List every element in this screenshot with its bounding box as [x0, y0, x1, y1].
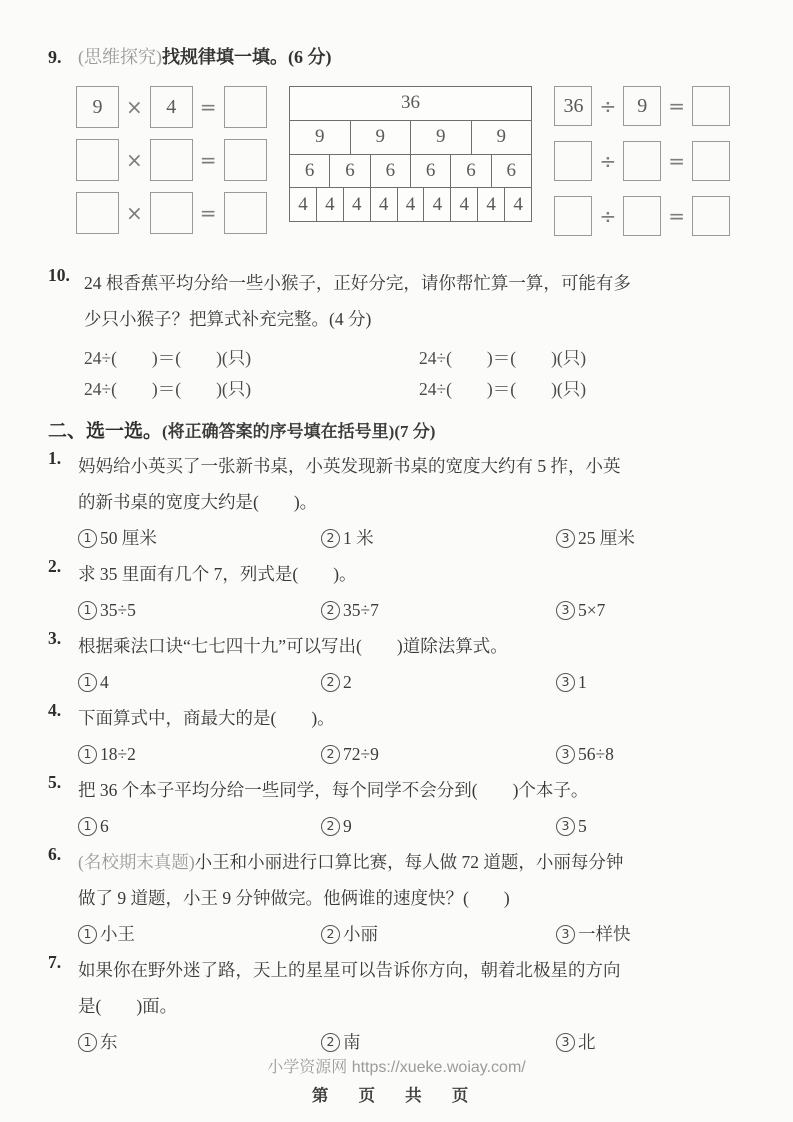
option-1[interactable]: 1 18÷2 [78, 736, 321, 772]
question-text: 少只小猴子？把算式补充完整。(4 分) [84, 309, 372, 329]
circled-number-icon: 2 [321, 601, 340, 620]
circled-number-icon: 3 [556, 529, 575, 548]
question-title: 找规律填一填。(6 分) [162, 47, 332, 67]
question-text: 把 36 个本子平均分给一些同学，每个同学不会分到( )个本子。 [78, 780, 589, 800]
option-2[interactable]: 2 1 米 [321, 520, 556, 556]
options-row [78, 916, 748, 952]
question-text: 下面算式中，商最大的是( )。 [78, 708, 335, 728]
option-2[interactable]: 2 35÷7 [321, 592, 556, 628]
circled-number-icon: 1 [78, 1033, 97, 1052]
bar-cell: 4 [298, 193, 308, 215]
bar-cell: 6 [491, 155, 531, 188]
option-2[interactable]: 2 南 [321, 1024, 556, 1060]
circled-number-icon: 2 [321, 529, 340, 548]
answer-box[interactable] [224, 192, 267, 234]
divide-icon: ÷ [599, 94, 617, 118]
multiply-icon: × [126, 201, 143, 225]
circled-number-icon: 1 [78, 601, 97, 620]
question-7 [48, 952, 748, 1060]
question-text: 根据乘法口诀“七七四十九”可以写出( )道除法算式。 [78, 636, 508, 656]
option-2[interactable]: 2 9 [321, 808, 556, 844]
division-row [554, 141, 730, 181]
bar-cell: 9 [350, 121, 411, 154]
question-5 [48, 772, 748, 844]
circled-number-icon: 1 [78, 673, 97, 692]
question-number: 7. [48, 952, 62, 972]
question-2 [48, 556, 748, 628]
bar-cell: 4 [477, 188, 504, 221]
question-text: 如果你在野外迷了路，天上的星星可以告诉你方向，朝着北极星的方向 [78, 960, 621, 980]
fill-equation-grid [84, 343, 748, 405]
options-row [78, 736, 748, 772]
page-footer [0, 1054, 793, 1106]
section-subtitle: (将正确答案的序号填在括号里)(7 分) [162, 422, 436, 441]
option-2[interactable]: 2 72÷9 [321, 736, 556, 772]
multiplication-row [76, 192, 267, 234]
answer-box[interactable] [692, 86, 730, 126]
multiply-icon: × [126, 148, 143, 172]
equals-icon: = [668, 94, 685, 118]
bar-model-table [289, 86, 532, 222]
question-text: 做了 9 道题，小王 9 分钟做完。他俩谁的速度快？( ) [78, 888, 510, 908]
bar-cell: 6 [304, 159, 315, 181]
question-text: 的新书桌的宽度大约是( )。 [78, 492, 318, 512]
circled-number-icon: 2 [321, 817, 340, 836]
bar-cell: 6 [370, 155, 410, 188]
bar-cell: 4 [370, 188, 397, 221]
answer-box[interactable] [692, 141, 730, 181]
bar-cell: 6 [410, 155, 450, 188]
answer-box[interactable] [224, 139, 267, 181]
bar-row-sixes [290, 154, 531, 188]
option-3[interactable]: 3 1 [556, 664, 748, 700]
equals-icon: = [199, 148, 217, 172]
equals-icon: = [668, 204, 685, 228]
operand-box: 9 [623, 86, 661, 126]
bar-cell: 4 [504, 188, 531, 221]
question-number: 1. [48, 448, 62, 468]
equals-icon: = [668, 149, 685, 173]
circled-number-icon: 1 [78, 817, 97, 836]
option-1[interactable]: 1 东 [78, 1024, 321, 1060]
options-row [78, 592, 748, 628]
divide-icon: ÷ [599, 149, 617, 173]
section-2-header [48, 417, 748, 448]
question-number: 9. [48, 47, 62, 67]
option-3[interactable]: 3 5×7 [556, 592, 748, 628]
options-row [78, 520, 748, 556]
options-row [78, 664, 748, 700]
circled-number-icon: 1 [78, 745, 97, 764]
circled-number-icon: 2 [321, 1033, 340, 1052]
question-4 [48, 700, 748, 772]
circled-number-icon: 2 [321, 673, 340, 692]
question-text: 妈妈给小英买了一张新书桌，小英发现新书桌的宽度大约有 5 拃，小英 [78, 456, 621, 476]
option-1[interactable]: 1 35÷5 [78, 592, 321, 628]
circled-number-icon: 3 [556, 925, 575, 944]
fill-equation[interactable]: 24÷( )＝( )(只) [84, 379, 252, 399]
answer-box[interactable] [692, 196, 730, 236]
question-number: 10. [48, 265, 70, 285]
multiplication-row [76, 139, 267, 181]
circled-number-icon: 1 [78, 529, 97, 548]
circled-number-icon: 2 [321, 745, 340, 764]
bar-row-fours [290, 187, 531, 221]
option-3[interactable]: 3 一样快 [556, 916, 748, 952]
question-text: 24 根香蕉平均分给一些小猴子，正好分完，请你帮忙算一算，可能有多 [84, 273, 631, 293]
question-number: 3. [48, 628, 62, 648]
operand-box: 36 [554, 86, 592, 126]
question-1 [48, 448, 748, 556]
answer-box[interactable] [623, 196, 661, 236]
question-number: 2. [48, 556, 62, 576]
option-3[interactable]: 3 5 [556, 808, 748, 844]
pattern-diagram [76, 86, 730, 251]
answer-box[interactable] [150, 192, 193, 234]
bar-cell: 4 [316, 188, 343, 221]
option-3[interactable]: 3 56÷8 [556, 736, 748, 772]
division-column [554, 86, 730, 251]
question-number: 6. [48, 844, 62, 864]
divide-icon: ÷ [599, 204, 617, 228]
question-text: 求 35 里面有几个 7，列式是( )。 [78, 564, 357, 584]
division-row [554, 86, 730, 126]
question-text: 是( )面。 [78, 996, 178, 1016]
section-title: 二、选一选。 [48, 421, 163, 442]
option-3[interactable]: 3 25 厘米 [556, 520, 748, 556]
circled-number-icon: 1 [78, 925, 97, 944]
answer-box[interactable] [76, 139, 119, 181]
bar-cell: 4 [450, 188, 477, 221]
multiply-icon: × [126, 95, 143, 119]
answer-box[interactable] [76, 192, 119, 234]
answer-box[interactable] [554, 196, 592, 236]
question-text: (名校期末真题)小王和小丽进行口算比赛，每人做 72 道题，小丽每分钟 [78, 852, 624, 872]
option-1[interactable]: 1 小王 [78, 916, 321, 952]
bar-cell: 9 [315, 126, 325, 148]
option-1[interactable]: 1 4 [78, 664, 321, 700]
answer-box[interactable] [623, 141, 661, 181]
question-3 [48, 628, 748, 700]
question-tag: (思维探究) [78, 47, 162, 67]
question-9-header [48, 44, 748, 70]
circled-number-icon: 2 [321, 925, 340, 944]
option-2[interactable]: 2 2 [321, 664, 556, 700]
option-2[interactable]: 2 小丽 [321, 916, 556, 952]
circled-number-icon: 3 [556, 601, 575, 620]
source-site-url: 小学资源网 https://xueke.woiay.com/ [267, 1059, 526, 1076]
fill-equation[interactable]: 24÷( )＝( )(只) [419, 379, 587, 399]
circled-number-icon: 3 [556, 1033, 575, 1052]
circled-number-icon: 3 [556, 817, 575, 836]
bar-cell: 9 [471, 121, 532, 154]
operand-box: 9 [76, 86, 119, 128]
circled-number-icon: 3 [556, 745, 575, 764]
bar-row-total [290, 87, 531, 120]
question-number: 5. [48, 772, 62, 792]
division-row [554, 196, 730, 236]
answer-box[interactable] [554, 141, 592, 181]
answer-box[interactable] [150, 139, 193, 181]
bar-cell: 4 [343, 188, 370, 221]
fill-equation[interactable]: 24÷( )＝( )(只) [84, 348, 252, 368]
multiplication-column [76, 86, 267, 251]
operand-box: 4 [150, 86, 193, 128]
page-number-label: 第 页 共 页 [311, 1086, 482, 1105]
circled-number-icon: 3 [556, 673, 575, 692]
bar-cell: 6 [450, 155, 490, 188]
bar-cell: 4 [423, 188, 450, 221]
question-tag: (名校期末真题) [78, 852, 195, 872]
option-1[interactable]: 1 50 厘米 [78, 520, 321, 556]
equals-icon: = [199, 201, 217, 225]
options-row [78, 808, 748, 844]
question-number: 4. [48, 700, 62, 720]
question-10 [48, 265, 748, 337]
bar-row-nines [290, 120, 531, 154]
bar-cell: 9 [410, 121, 471, 154]
option-3[interactable]: 3 北 [556, 1024, 748, 1060]
option-1[interactable]: 1 6 [78, 808, 321, 844]
question-6 [48, 844, 748, 952]
equals-icon: = [199, 95, 217, 119]
fill-equation[interactable]: 24÷( )＝( )(只) [419, 348, 587, 368]
multiplication-row [76, 86, 267, 128]
bar-cell: 36 [401, 92, 420, 114]
answer-box[interactable] [224, 86, 267, 128]
bar-cell: 4 [397, 188, 424, 221]
bar-cell: 6 [329, 155, 369, 188]
